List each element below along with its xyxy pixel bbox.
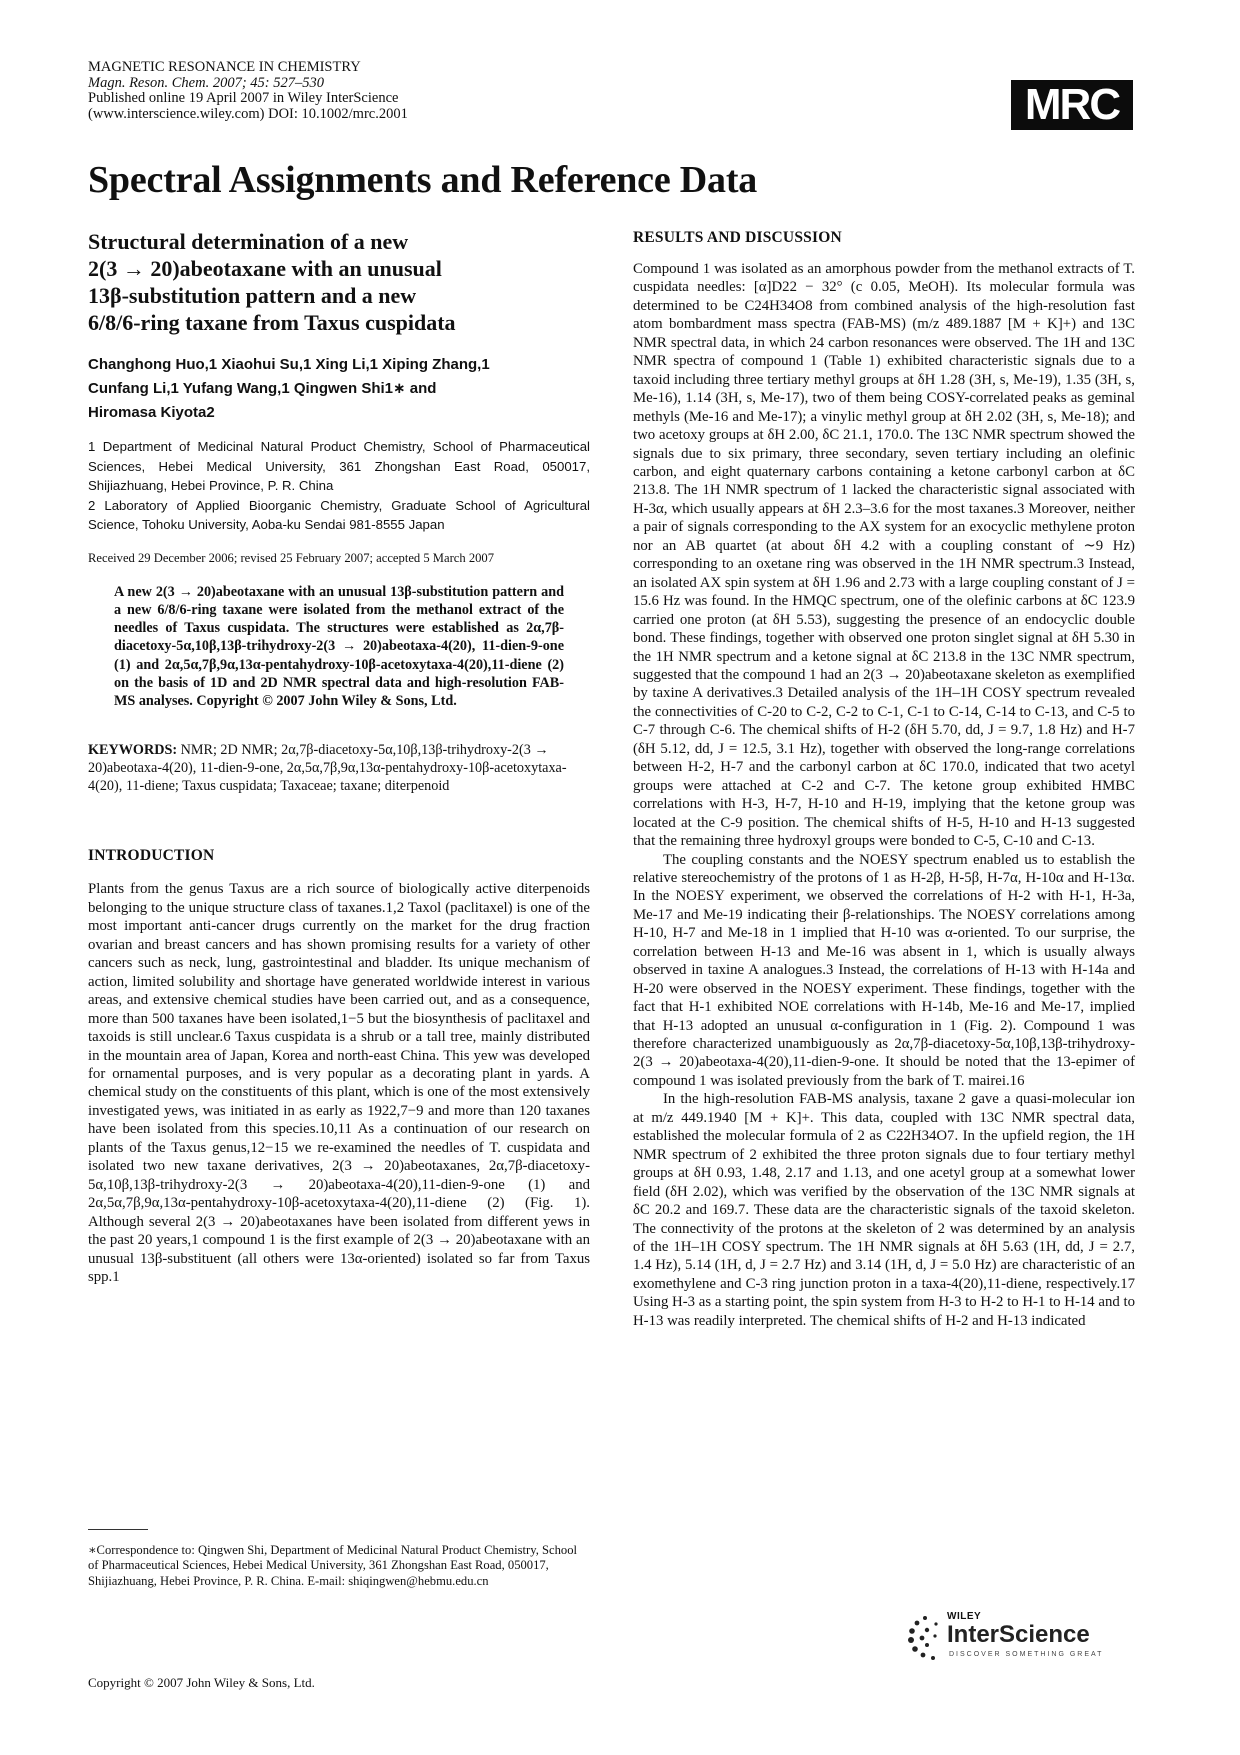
keywords-label: KEYWORDS:	[88, 741, 178, 758]
author-line: Changhong Huo,1 Xiaohui Su,1 Xing Li,1 Xiping Zhang,1	[88, 356, 490, 373]
article-title-line: 13β-substitution pattern and a new	[88, 283, 417, 308]
article-title-line: Structural determination of a new	[88, 229, 409, 254]
article-title-line: 6/8/6-ring taxane from Taxus cuspidata	[88, 310, 456, 335]
wiley-brand: WILEY	[947, 1611, 982, 1622]
section-title: Spectral Assignments and Reference Data	[88, 159, 758, 201]
keywords-text: NMR; 2D NMR; 2α,7β-diacetoxy-5α,10β,13β-trihydroxy-2(3 → 20)abeotaxa-4(20), 11-dien-9-one, 2α,5α,7β,9α,13α-pentahydroxy-10β-acetoxytaxa-4(20), 11-diene; Taxus cuspidata; Taxaceae; taxane; diterpenoid	[88, 741, 567, 795]
interscience-name: InterScience	[947, 1621, 1090, 1648]
wiley-interscience-logo	[905, 1608, 1135, 1668]
left-column	[88, 224, 590, 1286]
affiliations	[88, 437, 590, 535]
results-paragraph: Compound 1 was isolated as an amorphous powder from the methanol extracts of T. cuspidata needles: [α]D22 − 32° (c 0.05, MeOH). Its molecular formula was determined to be C24H34O8 from combined analysis of the high-resolution fast atom bombardment mass spectra (FAB-MS) (m/z 489.1887 [M + K]+) and 13C NMR spectral data, in which 24 carbon resonances were observed. The 1H and 13C NMR spectra of compound 1 (Table 1) exhibited characteristic signals due to a taxoid including three tertiary methyl groups at δH 1.28 (3H, s, Me-19), 1.35 (3H, s, Me-16), 1.14 (3H, s, Me-17), two of them being COSY-correlated peaks as geminal methyls (Me-16 and Me-17); a vinylic methyl group at δH 2.02 (3H, s, Me-18); and two acetoxy groups at δH 2.00, δC 21.1, 170.0. The 13C NMR spectrum showed the signals due to six primary, three secondary, seven tertiary including an olefinic carbon, and eight quaternary carbons containing a ketone carbonyl carbon at δC 213.8. The 1H NMR spectrum of 1 lacked the characteristic signal associated with H-3α, which usually appears at δH 2.3–3.6 for the most taxanes.3 Moreover, neither a pair of signals corresponding to the AX system for an exocyclic methylene proton nor an AB quartet (at about δH 4.2 with a coupling constant of ∼9 Hz) corresponding to an oxetane ring was observed in the 1H NMR spectrum.3 Instead, an isolated AX spin system at δH 1.96 and 2.73 with a large coupling constant of J = 15.6 Hz was found. In the HMQC spectrum, one of the olefinic carbons at δC 123.9 carried one proton (at δH 5.53), suggesting the presence of an endocyclic double bond. These findings, together with observed one proton singlet signal at δH 5.30 in the 1H NMR spectrum and a ketone signal at δC 213.8 in the 13C NMR spectrum, suggested that the compound 1 had an 2(3 → 20)abeotaxane skeleton as exemplified by taxine A derivatives.3 Detailed analysis of the 1H–1H COSY spectrum revealed the connectivities of C-20 to C-2, C-2 to C-1, C-1 to C-14, C-14 to C-13, and C-5 to C-7 through C-6. The chemical shifts of H-2 (δH 5.70, dd, J = 9.7, 1.8 Hz) and H-7 (δH 5.12, dd, J = 12.5, 3.1 Hz), together with observed the long-range correlations between H-2, H-7 and the carbonyl carbon at δC 170.0, indicated that two acetyl groups were attached at C-2 and C-7. The ketone group exhibited HMBC correlations with H-3, H-7, H-10 and H-19, implying that the ketone group was located at the C-9 position. The chemical shifts of H-5, H-10 and H-13 suggested that the remaining three hydroxyl groups were bonded to C-5, C-10 and C-13.	[633, 261, 1135, 850]
article-title	[88, 228, 590, 336]
results-heading: RESULTS AND DISCUSSION	[633, 229, 842, 246]
received-dates: Received 29 December 2006; revised 25 February 2007; accepted 5 March 2007	[88, 550, 495, 565]
publication-info: Published online 19 April 2007 in Wiley InterScience	[88, 90, 399, 107]
journal-name: MAGNETIC RESONANCE IN CHEMISTRY	[88, 59, 361, 75]
author-line: Cunfang Li,1 Yufang Wang,1 Qingwen Shi1∗ and	[88, 380, 437, 397]
right-column	[633, 224, 1135, 1330]
article-title-line: 2(3 → 20)abeotaxane with an unusual	[88, 256, 442, 281]
affiliation: 1 Department of Medicinal Natural Product Chemistry, School of Pharmaceutical Sciences, Hebei Medical University, 361 Zhongshan East Road, 050017, Shijiazhuang, Hebei Province, P. R. China	[88, 439, 590, 493]
introduction-heading: INTRODUCTION	[88, 847, 215, 865]
mrc-logo: MRC	[1011, 80, 1133, 130]
footnote-rule	[88, 1529, 148, 1530]
results-paragraph: In the high-resolution FAB-MS analysis, taxane 2 gave a quasi-molecular ion at m/z 449.1940 [M + K]+. This data, coupled with 13C NMR spectral data, established the molecular formula of 2 as C22H34O7. In the upfield region, the 1H NMR spectrum of 2 exhibited the three proton signals due to four tertiary methyl groups at δH 0.93, 1.48, 2.17 and 1.13, and one acetyl group at a somewhat lower field (δH 2.02), which was verified by the observation of the 13C NMR signals at δC 20.2 and 169.7. These data are the characteristic signals of the taxoid skeleton. The connectivity of the protons at the skeleton of 2 was determined by an analysis of the 1H–1H COSY spectrum. The 1H NMR signals at δH 5.63 (1H, dd, J = 2.7, 1.4 Hz), 5.14 (1H, d, J = 2.7 Hz) and 3.14 (1H, d, J = 5.0 Hz) are characteristic of an exomethylene and C-3 ring junction proton in a taxa-4(20),11-diene, respectively.17 Using H-3 as a starting point, the spin system from H-3 to H-2 to H-1 to H-14 and to H-13 was readily interpreted. The chemical shifts of H-2 and H-13 indicated	[633, 1091, 1135, 1329]
tagline: DISCOVER SOMETHING GREAT	[949, 1651, 1104, 1658]
journal-citation: Magn. Reson. Chem. 2007; 45: 527–530	[88, 74, 325, 91]
author-list	[88, 353, 590, 425]
keywords	[88, 741, 590, 796]
author-line: Hiromasa Kiyota2	[88, 404, 215, 421]
affiliation: 2 Laboratory of Applied Bioorganic Chemistry, Graduate School of Agricultural Science, Tohoku University, Aoba-ku Sendai 981-8555 Japan	[88, 497, 590, 532]
doi[interactable]: (www.interscience.wiley.com) DOI: 10.1002/mrc.2001	[88, 105, 408, 122]
abstract: A new 2(3 → 20)abeotaxane with an unusual 13β-substitution pattern and a new 6/8/6-ring taxane were isolated from the methanol extract of the needles of Taxus cuspidata. The structures were established as 2α,7β-diacetoxy-5α,10β,13β-trihydroxy-2(3 → 20)abeotaxa-4(20), 11-dien-9-one (1) and 2α,5α,7β,9α,13α-pentahydroxy-10β-acetoxytaxa-4(20),11-diene (2) on the basis of 1D and 2D NMR spectral data and high-resolution FAB-MS analyses. Copyright © 2007 John Wiley & Sons, Ltd.	[114, 583, 564, 710]
correspondence-footnote: ∗Correspondence to: Qingwen Shi, Department of Medicinal Natural Product Chemistry, School of Pharmaceutical Sciences, Hebei Medical University, 361 Zhongshan East Road, 050017, Shijiazhuang, Hebei Province, P. R. China. E-mail: shiqingwen@hebmu.edu.cn	[88, 1543, 578, 1588]
journal-header	[88, 60, 408, 122]
introduction-text: Plants from the genus Taxus are a rich source of biologically active diterpenoids belonging to the unique structure class of taxanes.1,2 Taxol (paclitaxel) is one of the most important anti-cancer drugs currently on the market for the drug fraction ovarian and breast cancers and has shown promising results for a variety of other cancers such as neck, lung, gastrointestinal and bladder. Its unique mechanism of action, limited solubility and shortage have generated worldwide interest in various areas, and extensive chemical studies have been carried out, and as a consequence, more than 500 taxanes have been isolated,1−5 but the biosynthesis of paclitaxel and taxoids is still unclear.6 Taxus cuspidata is a shrub or a tall tree, mainly distributed in the mountain area of Japan, Korea and north-east China. This yew was developed for ornamental purposes, and is very popular as a decorating plant in yards. A chemical study on the constituents of this plant, which is one of the most extensively investigated yews, was initiated in as early as 1922,7−9 and more than 120 taxanes have been isolated from this species.10,11 As a continuation of our research on plants of the Taxus genus,12−15 we re-examined the needles of T. cuspidata and isolated two new taxane derivatives, 2(3 → 20)abeotaxanes, 2α,7β-diacetoxy-5α,10β,13β-trihydroxy-2(3 → 20)abeotaxa-4(20),11-dien-9-one (1) and 2α,5α,7β,9α,13α-pentahydroxy-10β-acetoxytaxa-4(20),11-diene (2) (Fig. 1). Although several 2(3 → 20)abeotaxanes have been isolated from different yews in the past 20 years,1 compound 1 is the first example of 2(3 → 20)abeotaxane with an unusual 13β-substituent (all others were 13α-oriented) isolated so far from Taxus spp.1	[88, 881, 590, 1285]
copyright: Copyright © 2007 John Wiley & Sons, Ltd.	[88, 1675, 315, 1690]
results-paragraph: The coupling constants and the NOESY spectrum enabled us to establish the relative stereochemistry of the protons of 1 as H-2β, H-5β, H-7α, H-10α and H-13α. In the NOESY experiment, we observed the correlations of H-2 with H-1, H-3a, Me-17 and Me-19 indicating their β-relationships. The NOESY correlations among H-10, H-7 and Me-18 in 1 implied that H-10 was α-oriented. To our surprise, the correlation between H-13 and Me-16 was absent in 1, which is usually always observed in taxine A analogues.3 Instead, the correlations of H-13 with H-14a and H-20 were observed in the NOESY experiment. These findings, together with the fact that H-1 exhibited NOE correlations with H-14b, Me-16 and Me-17, implied that H-13 adopted an unusual α-configuration in 1 (Fig. 2). Compound 1 was therefore characterized unambiguously as 2α,7β-diacetoxy-5α,10β,13β-trihydroxy-2(3 → 20)abeotaxa-4(20),11-dien-9-one. It should be noted that the 13-epimer of compound 1 was isolated previously from the bark of T. mairei.16	[633, 851, 1135, 1089]
